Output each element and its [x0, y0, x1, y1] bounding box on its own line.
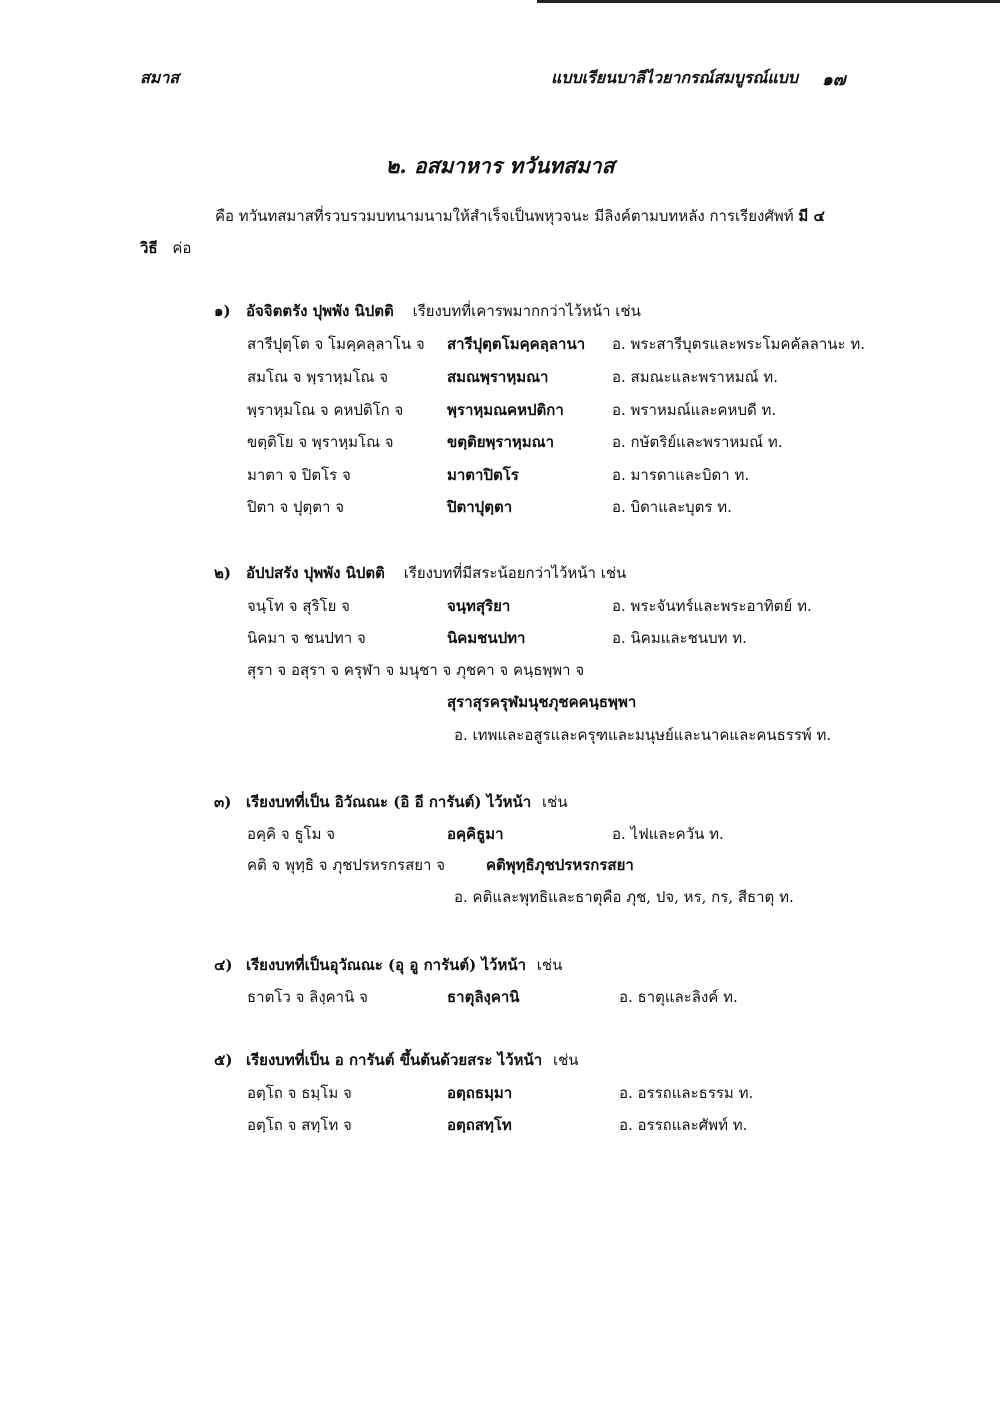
example-meaning: อ. ธาตุและลิงค์ ท.: [619, 988, 738, 1006]
section-number: ๑): [214, 302, 231, 320]
example-source: ขตฺติโย จ พฺราหฺมโณ จ: [247, 433, 394, 451]
example-source: อตฺโถ จ ธมฺโม จ: [247, 1084, 352, 1102]
section-number: ๓): [214, 793, 232, 811]
section-heading: [214, 1048, 579, 1072]
example-meaning: อ. อรรถและธรรม ท.: [619, 1084, 754, 1102]
example-compound: อคฺคิธูมา: [447, 825, 504, 843]
example-source: นิคมา จ ชนปทา จ: [247, 629, 366, 647]
example-meaning: อ. พระสารีบุตรและพระโมคคัลลานะ ท.: [612, 335, 865, 353]
example-meaning: อ. นิคมและชนบท ท.: [612, 629, 747, 647]
section-rule: เรียงบทที่เป็น อิวัณณะ (อิ อี การันต์) ไว้หน้า: [246, 793, 532, 811]
section-rule-desc: เช่น: [542, 793, 568, 811]
example-meaning: อ. พระจันทร์และพระอาทิตย์ ท.: [612, 597, 812, 615]
example-long-compound: สุราสุรครุฬมนุชภุชคคนฺธพฺพา: [447, 693, 637, 711]
intro-text: คือ ทวันทสมาสที่รวบรวมบทนามนามให้สำเร็จเป็นพหุวจนะ มีลิงค์ตามบทหลัง การเรียงศัพท์: [215, 207, 794, 225]
example-source: พฺราหฺมโณ จ คหปติโก จ: [247, 401, 404, 419]
example-source: ธาตโว จ ลิงฺคานิ จ: [247, 988, 368, 1006]
section-rule-desc: เช่น: [553, 1051, 579, 1069]
example-source: จนฺโท จ สุริโย จ: [247, 597, 350, 615]
example-long-meaning: อ. คติและพุทธิและธาตุคือ ภุช, ปจ, หร, กร, สีธาตุ ท.: [454, 888, 794, 906]
example-compound: พฺราหฺมณคหปติกา: [447, 401, 564, 419]
example-compound: ปิตาปุตฺตา: [447, 498, 513, 516]
section-rule: เรียงบทที่เป็นอุวัณณะ (อุ อู การันต์) ไว้หน้า: [246, 956, 527, 974]
example-source: สมโณ จ พฺราหฺมโณ จ: [247, 368, 389, 386]
intro-bold: มี ๔: [798, 207, 825, 225]
example-long-meaning: อ. เทพและอสูรและครุฑและมนุษย์และนาคและคนธรรพ์ ท.: [454, 726, 832, 744]
example-meaning: อ. พราหมณ์และคหบดี ท.: [612, 401, 777, 419]
example-compound: นิคมชนปทา: [447, 629, 526, 647]
section-rule-desc: เรียงบทที่มีสระน้อยกว่าไว้หน้า เช่น: [403, 564, 627, 582]
running-header-title: แบบเรียนบาลีไวยากรณ์สมบูรณ์แบบ: [551, 68, 798, 87]
section-heading: [214, 561, 626, 585]
example-compound: มาตาปิตโร: [447, 466, 519, 484]
example-compound: อตฺถธมฺมา: [447, 1084, 513, 1102]
section-number: ๒): [214, 564, 231, 582]
intro-bold-2: วิธี: [140, 239, 158, 257]
example-meaning: อ. มารดาและบิดา ท.: [612, 466, 750, 484]
section-rule-desc: เช่น: [536, 956, 563, 974]
example-source: อคฺคิ จ ธูโม จ: [247, 825, 336, 843]
section-heading: [214, 790, 568, 814]
top-border-line: [537, 0, 1000, 3]
example-compound: จนฺทสุริยา: [447, 597, 511, 615]
example-source: ปิตา จ ปุตฺตา จ: [247, 498, 344, 516]
example-meaning: อ. อรรถและศัพท์ ท.: [619, 1116, 748, 1134]
section-rule: อัปปสรัง ปุพพัง นิปตติ: [246, 564, 385, 582]
intro-line-1: [215, 204, 825, 228]
example-long-source: คติ จ พุทฺธิ จ ภุชปรหรกรสยา จ: [247, 856, 446, 874]
intro-line-2: [140, 236, 191, 260]
example-long-source: สุรา จ อสุรา จ ครุฬา จ มนุชา จ ภุชคา จ คนฺธพฺพา จ: [247, 661, 585, 679]
section-rule-desc: เรียงบทที่เคารพมากกว่าไว้หน้า เช่น: [412, 302, 641, 320]
section-rule: อัจจิตตรัง ปุพพัง นิปตติ: [246, 302, 394, 320]
example-compound: สารีปุตฺตโมคฺคลฺลานา: [447, 335, 586, 353]
example-compound: ขตฺติยพฺราหฺมณา: [447, 433, 555, 451]
example-compound: ธาตุลิงฺคานิ: [447, 988, 520, 1006]
page-number: ๑๗: [822, 70, 846, 90]
running-header-left: สมาส: [140, 68, 180, 87]
section-title: ๒. อสมาหาร ทวันทสมาส: [385, 153, 615, 178]
example-long-compound: คติพุทฺธิภุชปรหรกรสยา: [486, 856, 634, 874]
section-number: ๕): [214, 1051, 233, 1069]
example-meaning: อ. บิดาและบุตร ท.: [612, 498, 732, 516]
section-heading: [214, 299, 641, 323]
example-source: สารีปุตฺโต จ โมคฺคลฺลาโน จ: [247, 335, 425, 353]
example-compound: สมณพฺราหฺมณา: [447, 368, 549, 386]
example-source: มาตา จ ปิตโร จ: [247, 466, 351, 484]
example-source: อตฺโถ จ สทฺโท จ: [247, 1116, 352, 1134]
section-number: ๔): [214, 956, 233, 974]
section-rule: เรียงบทที่เป็น อ การันต์ ขึ้นต้นด้วยสระ ไว้หน้า: [246, 1051, 543, 1069]
example-meaning: อ. สมณะและพราหมณ์ ท.: [612, 368, 778, 386]
example-meaning: อ. ไฟและควัน ท.: [612, 825, 724, 843]
intro-text-2: ค่อ: [172, 239, 192, 257]
example-compound: อตฺถสทฺโท: [447, 1116, 512, 1134]
section-heading: [214, 953, 562, 977]
example-meaning: อ. กษัตริย์และพราหมณ์ ท.: [612, 433, 783, 451]
